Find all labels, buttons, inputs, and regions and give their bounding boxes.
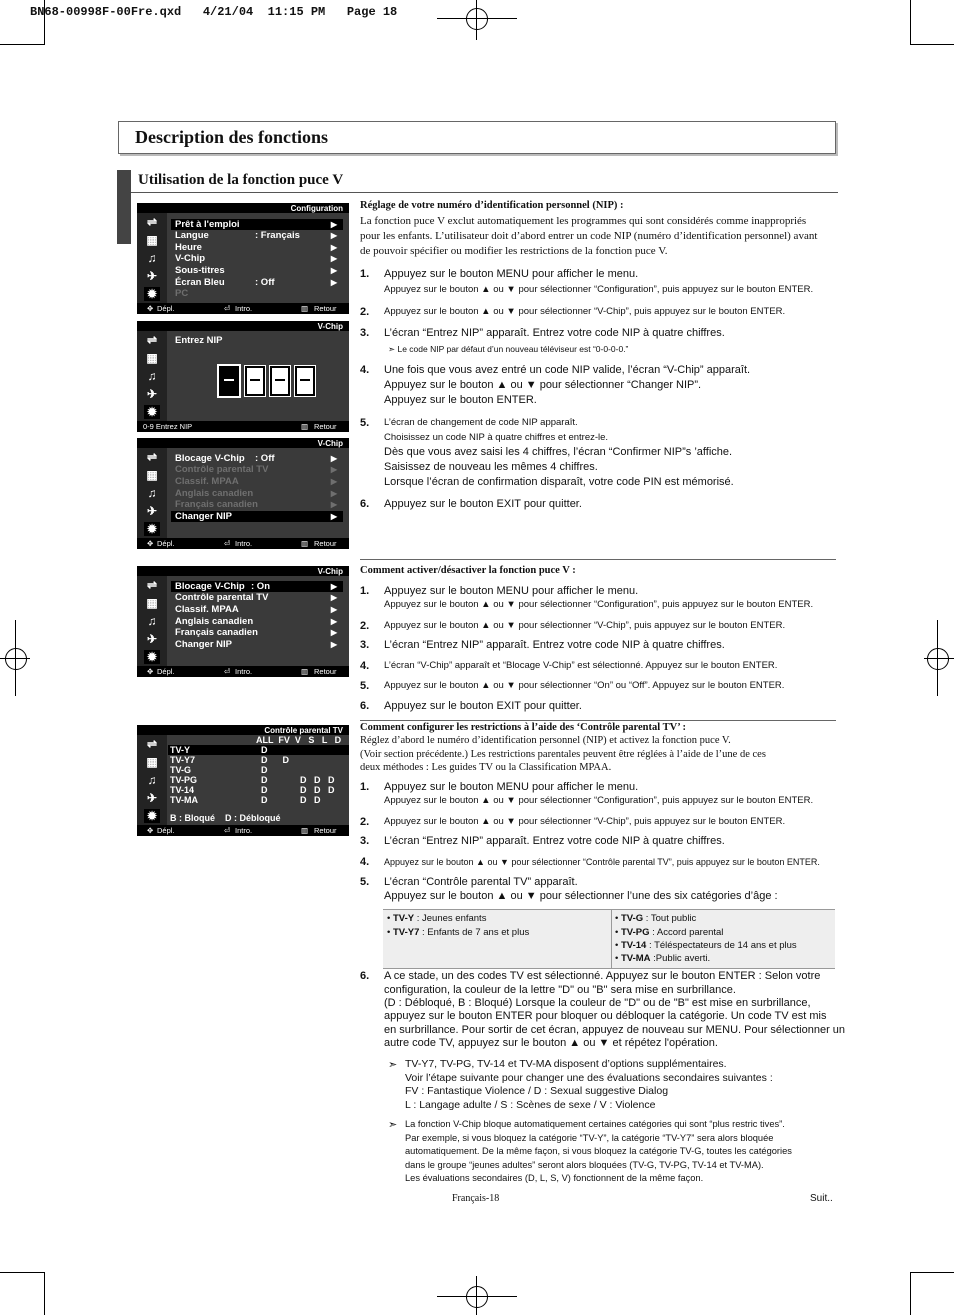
step-number: 5. xyxy=(360,417,370,429)
arrow-right-icon: ▶ xyxy=(330,243,337,252)
osd-footer-return: Retour xyxy=(314,826,337,835)
text-line: en surbrillance. Pour sortir de cet écran, appuyez de nouveau sur MENU. Pour sélectionner un xyxy=(384,1024,846,1036)
parental-row-label[interactable]: TV-14 xyxy=(170,785,195,795)
step-number: 5. xyxy=(360,680,370,692)
osd-row-label: Heure xyxy=(175,242,202,253)
crop-mark xyxy=(910,44,954,45)
osd-footer-return: Retour xyxy=(314,304,337,313)
section-title: Description des fonctions xyxy=(135,127,328,147)
crop-mark xyxy=(437,18,517,19)
osd-row[interactable] xyxy=(175,592,343,603)
arrow-right-icon: ▶ xyxy=(330,231,337,240)
note xyxy=(405,1058,773,1112)
osd-row[interactable] xyxy=(175,639,343,650)
text-line: L’écran “V-Chip” apparaît et “Blocage V-Chip” est sélectionné. Appuyez sur le bouton ENTER. xyxy=(384,660,778,671)
setup-icon: ✹ xyxy=(144,809,160,823)
age-code: TV-G xyxy=(620,913,644,924)
osd-row[interactable] xyxy=(175,277,343,288)
osd-footer xyxy=(137,538,349,549)
age-desc: :Public averti. xyxy=(653,953,711,964)
text-line: Appuyez sur le bouton ▲ ou ▼ pour sélectionner “Configuration”, puis appuyez sur le bouton ENTER. xyxy=(384,795,814,806)
step-number: 3. xyxy=(360,835,370,847)
divider xyxy=(131,192,838,193)
osd-row[interactable] xyxy=(175,253,343,264)
age-code: TV-Y xyxy=(392,913,415,924)
osd-row-label: Blocage V-Chip xyxy=(175,453,245,464)
osd-row[interactable] xyxy=(171,511,343,522)
arrow-right-icon: ▶ xyxy=(330,617,337,626)
osd-row[interactable] xyxy=(175,230,343,241)
sound-icon: ♫ xyxy=(147,486,157,500)
crop-mark xyxy=(476,0,477,40)
arrow-right-icon: ▶ xyxy=(330,278,337,287)
parental-row-values[interactable]: D xyxy=(261,765,268,775)
parental-row-label[interactable]: TV-PG xyxy=(170,775,198,785)
input-icon: ⇌ xyxy=(146,333,158,347)
text-line: Les évaluations secondaires (D, L, S, V) fonctionnent de la même façon. xyxy=(405,1173,704,1183)
parental-row-values[interactable]: D D D D xyxy=(261,775,335,785)
crop-mark xyxy=(910,1272,911,1315)
osd-row-label: Français canadien xyxy=(175,499,258,510)
text-line: configuration, la couleur de la lettre "D" ou "B" sera mise en surbrillance. xyxy=(384,984,736,996)
crop-mark xyxy=(15,620,16,696)
osd-row-label: Classif. MPAA xyxy=(175,476,239,487)
parental-row-values[interactable]: D D D D xyxy=(261,785,335,795)
text-line: Dès que vous avez saisi les 4 chiffres, l’écran “Confirmer NIP”s ’affiche. xyxy=(384,446,733,458)
osd-screen-configuration xyxy=(137,203,349,314)
osd-footer-move: Dépl. xyxy=(157,304,175,313)
text-line: Réglez d’abord le numéro d’identification personnel (NIP) et activez la fonction puce V. xyxy=(360,735,731,746)
channel-icon: ✈ xyxy=(146,504,158,518)
channel-icon: ✈ xyxy=(146,632,158,646)
text-line: deux méthodes : Les guides TV ou la Classification MPAA. xyxy=(360,762,612,773)
osd-screen-pin xyxy=(137,321,349,432)
osd-footer xyxy=(137,825,349,836)
age-categories-table xyxy=(383,909,835,969)
text-line: Appuyez sur le bouton ▲ ou ▼ pour sélectionner “V-Chip”, puis appuyez sur le bouton ENTER. xyxy=(384,306,786,317)
text-line: Voir l’étape suivante pour changer une des évaluations secondaires suivantes : xyxy=(405,1071,773,1084)
osd-row-label: Langue xyxy=(175,230,209,241)
osd-row-label: Anglais canadien xyxy=(175,616,254,627)
text-line: autre code TV, appuyez sur le bouton ▲ ou ▼ et répétez l'opération. xyxy=(384,1037,718,1049)
section-heading: Comment activer/désactiver la fonction puce V : xyxy=(360,565,576,576)
crop-mark xyxy=(44,1272,45,1315)
osd-icon-column xyxy=(137,735,167,825)
crop-mark xyxy=(476,1276,477,1315)
registration-mark xyxy=(466,1286,488,1308)
osd-row[interactable] xyxy=(175,242,343,253)
step-number: 4. xyxy=(360,364,370,376)
move-icon: ✥ xyxy=(147,826,154,835)
arrow-right-icon: ▶ xyxy=(330,593,337,602)
sound-icon: ♫ xyxy=(147,773,157,787)
osd-icon-column xyxy=(137,448,167,538)
age-desc: : Enfants de 7 ans et plus xyxy=(422,927,530,938)
age-code: TV-14 xyxy=(620,940,647,951)
picture-icon: ▦ xyxy=(146,596,158,610)
text-line: Appuyez sur le bouton MENU pour afficher le menu. xyxy=(384,781,639,793)
menu-icon: ▥ xyxy=(301,422,309,431)
osd-row xyxy=(175,476,343,487)
osd-row-label: Contrôle parental TV xyxy=(175,464,269,475)
osd-row-label: Anglais canadien xyxy=(175,488,254,499)
osd-footer-move: Dépl. xyxy=(157,667,175,676)
parental-legend: B : Bloqué D : Débloqué xyxy=(170,813,281,823)
text-line: Appuyez sur le bouton ▲ ou ▼ pour sélectionner “Configuration”, puis appuyez sur le bouton ENTER. xyxy=(384,284,814,295)
text-line: L’écran “Contrôle parental TV” apparaît. xyxy=(384,876,578,888)
osd-footer-return: Retour xyxy=(314,422,337,431)
osd-row-label: Français canadien xyxy=(175,627,258,638)
osd-row[interactable] xyxy=(171,219,343,230)
text-line: L’écran “Entrez NIP” apparaît. Entrez votre code NIP à quatre chiffres. xyxy=(384,639,725,651)
osd-footer-digits: 0-9 Entrez NIP xyxy=(143,422,193,431)
divider xyxy=(360,720,836,721)
osd-row-label: V-Chip xyxy=(175,253,206,264)
text-line: Une fois que vous avez entré un code NIP valide, l’écran “V-Chip” apparaît. xyxy=(384,364,751,376)
text-line: Appuyez sur le bouton ▲ ou ▼ pour sélectionner “V-Chip”, puis appuyez sur le bouton ENTER. xyxy=(384,620,786,631)
osd-row-label: Classif. MPAA xyxy=(175,604,239,615)
input-icon: ⇌ xyxy=(146,578,158,592)
arrow-right-icon: ▶ xyxy=(330,454,337,463)
parental-row-values[interactable]: D xyxy=(261,745,268,755)
text-line: Saisissez de nouveau les mêmes 4 chiffres. xyxy=(384,461,598,473)
menu-icon: ▥ xyxy=(301,826,309,835)
crop-mark xyxy=(437,1296,517,1297)
input-icon: ⇌ xyxy=(146,737,158,751)
osd-footer xyxy=(137,421,349,432)
menu-icon: ▥ xyxy=(301,539,309,548)
picture-icon: ▦ xyxy=(146,755,158,769)
step-number: 4. xyxy=(360,856,370,868)
text-line: Appuyez sur le bouton EXIT pour quitter. xyxy=(384,498,582,510)
text-line: Lorsque l’écran de confirmation disparaît, votre code PIN est mémorisé. xyxy=(384,476,734,488)
age-category: • TV-G : Tout public xyxy=(615,913,697,924)
text-line: de pouvoir spécifier ou modifier les restrictions de la fonction puce V. xyxy=(360,245,668,257)
text-line: Appuyez sur le bouton ▲ ou ▼ pour sélectionner “Configuration”, puis appuyez sur le bouton ENTER. xyxy=(384,599,814,610)
text-line: pour les enfants. L’utilisateur doit d’abord entrer un code NIP (numéro d’identification personnel) avant xyxy=(360,230,818,242)
enter-icon: ⏎ xyxy=(224,826,231,835)
osd-row xyxy=(175,464,343,475)
continued-label: Suit.. xyxy=(810,1193,833,1204)
text-line: Appuyez sur le bouton ▲ ou ▼ pour sélectionner “Changer NIP”. xyxy=(384,379,702,391)
text-line: L : Langage adulte / S : Scènes de sexe / V : Violence xyxy=(405,1098,656,1111)
text-line: (D : Débloqué, B : Bloqué) Lorsque la couleur de "D" ou de "B" est mise en surbrillance, xyxy=(384,997,811,1009)
osd-row-label: Prêt à l'emploi xyxy=(175,219,240,230)
osd-footer-return: Retour xyxy=(314,667,337,676)
osd-row[interactable] xyxy=(171,581,343,592)
age-category: • TV-MA :Public averti. xyxy=(615,953,711,964)
osd-footer-enter: Intro. xyxy=(235,826,253,835)
osd-row-label: Contrôle parental TV xyxy=(175,592,269,603)
arrow-right-icon: ▶ xyxy=(330,489,337,498)
text-line: Choisissez un code NIP à quatre chiffres et entrez-le. xyxy=(384,432,609,443)
sub-heading-bar xyxy=(117,170,131,244)
note-text: ➣ Le code NIP par défaut d’un nouveau téléviseur est “0-0-0-0.” xyxy=(388,344,629,354)
sub-title: Utilisation de la fonction puce V xyxy=(138,172,344,188)
osd-row[interactable] xyxy=(175,604,343,615)
pin-digit-box[interactable] xyxy=(295,366,315,396)
text-line: Appuyez sur le bouton EXIT pour quitter. xyxy=(384,700,582,712)
age-category: • TV-PG : Accord parental xyxy=(615,927,724,938)
sound-icon: ♫ xyxy=(147,614,157,628)
osd-row-value: : On xyxy=(251,581,270,592)
osd-row xyxy=(175,488,343,499)
osd-screen-vchip-off xyxy=(137,438,349,549)
parental-row-label[interactable]: TV-Y xyxy=(170,745,191,755)
text-line: A ce stade, un des codes TV est sélectionné. Appuyez sur le bouton ENTER : Selon votre xyxy=(384,970,821,982)
osd-row-label: Changer NIP xyxy=(175,639,233,650)
pin-digit-box[interactable] xyxy=(270,366,290,396)
osd-icon-column xyxy=(137,331,167,421)
step-number: 6. xyxy=(360,700,370,712)
age-category: • TV-Y7 : Enfants de 7 ans et plus xyxy=(387,927,530,938)
osd-screen-parental xyxy=(137,725,349,836)
intro-paragraph xyxy=(360,734,766,775)
parental-row-label[interactable]: TV-G xyxy=(170,765,192,775)
age-code: TV-PG xyxy=(620,927,650,938)
enter-icon: ⏎ xyxy=(224,539,231,548)
osd-footer-move: Dépl. xyxy=(157,826,175,835)
step-number: 6. xyxy=(360,970,370,982)
age-category: • TV-Y : Jeunes enfants xyxy=(387,913,487,924)
divider xyxy=(611,910,612,968)
print-header: BN68-00998F-00Fre.qxd 4/21/04 11:15 PM Page 18 xyxy=(30,5,398,19)
parental-row-highlight xyxy=(168,745,349,755)
intro-paragraph xyxy=(360,214,817,259)
text-line: (Voir section précédente.) Les restrictions parentales peuvent être réglées à l’aide de l’une de ces xyxy=(360,748,766,760)
note-arrow-icon: ➣ xyxy=(388,1059,398,1071)
osd-row[interactable] xyxy=(175,265,343,276)
step-number: 5. xyxy=(360,876,370,888)
sound-icon: ♫ xyxy=(147,369,157,383)
setup-icon: ✹ xyxy=(144,405,160,419)
age-desc: : Jeunes enfants xyxy=(416,913,487,924)
arrow-right-icon: ▶ xyxy=(330,465,337,474)
pin-title: Entrez NIP xyxy=(175,335,223,346)
section-heading: Réglage de votre numéro d’identification personnel (NIP) : xyxy=(360,200,624,211)
osd-row[interactable] xyxy=(175,616,343,627)
picture-icon: ▦ xyxy=(146,468,158,482)
text-line: Par exemple, si vous bloquez la catégorie “TV-Y”, la catégorie “TV-Y7” sera alors bloquée xyxy=(405,1132,774,1143)
age-category: • TV-14 : Téléspectateurs de 14 ans et plus xyxy=(615,940,797,951)
page-number: Français-18 xyxy=(452,1193,500,1204)
parental-columns: ALL FV V S L D xyxy=(256,735,342,745)
osd-header: V-Chip xyxy=(317,322,343,331)
osd-header: Configuration xyxy=(290,204,343,213)
osd-row-label: Sous-titres xyxy=(175,265,225,276)
osd-row-label: Changer NIP xyxy=(175,511,233,522)
text-line: Appuyez sur le bouton ▲ ou ▼ pour sélectionner l’une des six catégories d’âge : xyxy=(384,890,778,902)
crop-mark xyxy=(924,658,954,659)
text-line: Appuyez sur le bouton ▲ ou ▼ pour sélectionner “V-Chip”, puis appuyez sur le bouton ENTER. xyxy=(384,816,786,827)
pin-digit-box[interactable] xyxy=(219,366,239,396)
age-code: TV-MA xyxy=(620,953,651,964)
parental-row-label[interactable]: TV-Y7 xyxy=(170,755,196,765)
osd-row-label: Blocage V-Chip xyxy=(175,581,245,592)
crop-mark xyxy=(910,1272,954,1273)
arrow-right-icon: ▶ xyxy=(330,640,337,649)
osd-row-value: : Off xyxy=(255,277,275,288)
osd-row-value: : Off xyxy=(255,453,275,464)
note-arrow-icon: ➣ xyxy=(388,1119,398,1131)
menu-icon: ▥ xyxy=(301,667,309,676)
osd-header: V-Chip xyxy=(317,567,343,576)
setup-icon: ✹ xyxy=(144,650,160,664)
age-desc: : Tout public xyxy=(645,913,697,924)
registration-mark xyxy=(466,8,488,30)
osd-row-label: PC xyxy=(175,288,189,299)
step-number: 1. xyxy=(360,781,370,793)
age-code: TV-Y7 xyxy=(392,927,420,938)
registration-mark xyxy=(927,648,949,670)
text-line: appuyez sur le bouton ENTER pour bloquer ou débloquer la catégorie. Un code TV est mis xyxy=(384,1010,827,1022)
step-number: 2. xyxy=(360,620,370,632)
osd-footer-enter: Intro. xyxy=(235,667,253,676)
step-number: 4. xyxy=(360,660,370,672)
parental-row-label[interactable]: TV-MA xyxy=(170,795,198,805)
text-line: automatiquement. De la même façon, si vous bloquez la catégorie TV-G, toutes les catégories xyxy=(405,1146,792,1156)
osd-footer xyxy=(137,303,349,314)
text-line: L’écran “Entrez NIP” apparaît. Entrez votre code NIP à quatre chiffres. xyxy=(384,327,725,339)
osd-row-value: : Français xyxy=(255,230,300,241)
crop-mark xyxy=(910,0,911,45)
osd-footer-return: Retour xyxy=(314,539,337,548)
arrow-right-icon: ▶ xyxy=(330,582,337,591)
divider xyxy=(360,559,836,560)
move-icon: ✥ xyxy=(147,667,154,676)
step-number: 2. xyxy=(360,816,370,828)
text-line: La fonction V-Chip bloque automatiquement certaines catégories qui sont “plus restric tives”. xyxy=(405,1119,785,1129)
crop-mark xyxy=(0,44,44,45)
text-line: TV-Y7, TV-PG, TV-14 et TV-MA disposent d’options supplémentaires. xyxy=(405,1058,727,1070)
picture-icon: ▦ xyxy=(146,351,158,365)
age-desc: : Accord parental xyxy=(652,927,724,938)
osd-footer xyxy=(137,666,349,677)
osd-footer-enter: Intro. xyxy=(235,304,253,313)
channel-icon: ✈ xyxy=(146,387,158,401)
osd-header: V-Chip xyxy=(317,439,343,448)
step-number: 1. xyxy=(360,585,370,597)
arrow-right-icon: ▶ xyxy=(330,220,337,229)
sound-icon: ♫ xyxy=(147,251,157,265)
input-icon: ⇌ xyxy=(146,450,158,464)
input-icon: ⇌ xyxy=(146,215,158,229)
step-number: 3. xyxy=(360,639,370,651)
text-line: FV : Fantastique Violence / D : Sexual suggestive Dialog xyxy=(405,1085,669,1097)
parental-row-values[interactable]: D D D xyxy=(261,795,321,805)
age-desc: : Téléspectateurs de 14 ans et plus xyxy=(648,940,797,951)
move-icon: ✥ xyxy=(147,304,154,313)
text-line: Appuyez sur le bouton MENU pour afficher le menu. xyxy=(384,268,639,280)
section-heading: Comment configurer les restrictions à l’aide des ‘Contrôle parental TV’ : xyxy=(360,722,687,733)
osd-icon-column xyxy=(137,213,167,303)
arrow-right-icon: ▶ xyxy=(330,500,337,509)
crop-mark xyxy=(0,1272,44,1273)
enter-icon: ⏎ xyxy=(224,304,231,313)
parental-row-values[interactable]: D D xyxy=(261,755,290,765)
crop-mark xyxy=(937,620,938,696)
osd-row[interactable] xyxy=(175,453,343,464)
step-number: 3. xyxy=(360,327,370,339)
step-number: 2. xyxy=(360,306,370,318)
enter-icon: ⏎ xyxy=(224,667,231,676)
osd-header: Contrôle parental TV xyxy=(264,726,343,735)
osd-row[interactable] xyxy=(175,627,343,638)
osd-icon-column xyxy=(137,576,167,666)
arrow-right-icon: ▶ xyxy=(330,477,337,486)
section-header xyxy=(118,121,836,154)
text-line: L’écran de changement de code NIP apparaît. xyxy=(384,417,578,428)
arrow-right-icon: ▶ xyxy=(330,512,337,521)
setup-icon: ✹ xyxy=(144,522,160,536)
osd-row xyxy=(175,499,343,510)
channel-icon: ✈ xyxy=(146,791,158,805)
move-icon: ✥ xyxy=(147,539,154,548)
text-line: dans le groupe “jeunes adultes” seront alors bloquées (TV-G, TV-PG, TV-14 et TV-MA). xyxy=(405,1159,764,1170)
arrow-right-icon: ▶ xyxy=(330,605,337,614)
text-line: L’écran “Entrez NIP” apparaît. Entrez votre code NIP à quatre chiffres. xyxy=(384,835,725,847)
text-line: Appuyez sur le bouton ▲ ou ▼ pour sélectionner “On” ou “Off”. Appuyez sur le bouton ENTER. xyxy=(384,680,785,691)
pin-digit-box[interactable] xyxy=(245,366,265,396)
osd-footer-move: Dépl. xyxy=(157,539,175,548)
setup-icon: ✹ xyxy=(144,287,160,301)
text-line: Appuyez sur le bouton ENTER. xyxy=(384,394,537,406)
arrow-right-icon: ▶ xyxy=(330,266,337,275)
step-number: 1. xyxy=(360,268,370,280)
step-number: 6. xyxy=(360,498,370,510)
arrow-right-icon: ▶ xyxy=(330,254,337,263)
osd-row xyxy=(175,288,343,299)
text-line: Appuyez sur le bouton ▲ ou ▼ pour sélectionner “Contrôle parental TV”, puis appuyez sur le bouton ENTER. xyxy=(384,857,820,867)
picture-icon: ▦ xyxy=(146,233,158,247)
note xyxy=(405,1118,792,1186)
osd-footer-enter: Intro. xyxy=(235,539,253,548)
osd-row-label: Écran Bleu xyxy=(175,277,225,288)
registration-mark xyxy=(5,648,27,670)
text-line: Appuyez sur le bouton MENU pour afficher le menu. xyxy=(384,585,639,597)
osd-screen-vchip-on xyxy=(137,566,349,677)
arrow-right-icon: ▶ xyxy=(330,628,337,637)
channel-icon: ✈ xyxy=(146,269,158,283)
menu-icon: ▥ xyxy=(301,304,309,313)
text-line: La fonction puce V exclut automatiquement les programmes qui sont considérés comme inappropriés xyxy=(360,215,807,227)
